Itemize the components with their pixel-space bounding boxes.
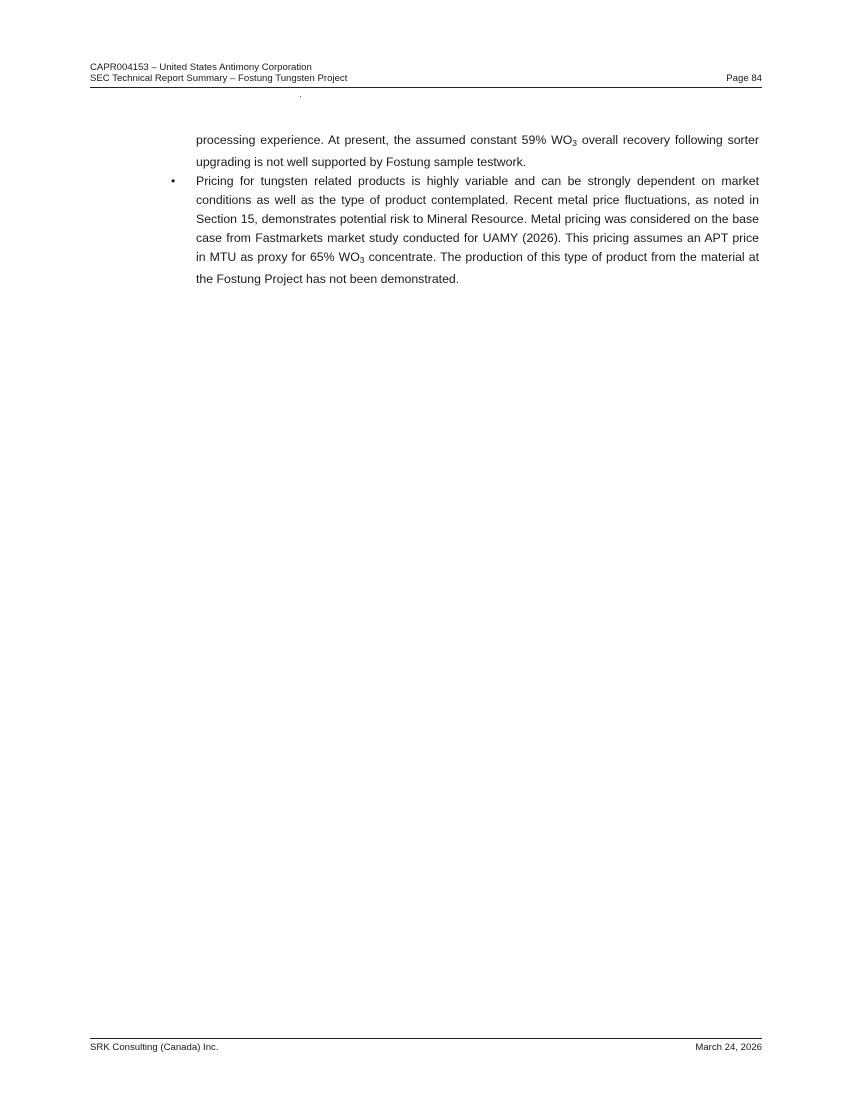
page-number: Page 84	[726, 73, 762, 84]
header-company-line: CAPR004153 – United States Antimony Corporation	[90, 62, 312, 73]
subscript-3: 3	[359, 255, 365, 265]
page-footer	[90, 1042, 762, 1054]
continued-paragraph-text-1: processing experience. At present, the assumed constant 59% WO	[196, 133, 573, 147]
subscript-3: 3	[572, 138, 578, 148]
page-header	[90, 62, 762, 84]
header-report-line	[90, 73, 762, 84]
document-body	[171, 131, 759, 289]
footer-divider	[90, 1038, 762, 1039]
bullet-icon: •	[171, 174, 176, 188]
footer-company: SRK Consulting (Canada) Inc.	[90, 1042, 219, 1053]
footer-date: March 24, 2026	[695, 1042, 762, 1053]
bullet-text-2: concentrate. The production of this type of product from the material at the Fostung Project has not been demonstrated.	[196, 250, 759, 286]
bullet-item-pricing	[171, 172, 759, 289]
stray-mark	[300, 96, 301, 97]
continued-paragraph-text-2: overall recovery following sorter upgrading is not well supported by Fostung sample testwork.	[196, 133, 759, 169]
header-report-title: SEC Technical Report Summary – Fostung Tungsten Project	[90, 73, 348, 84]
header-divider	[90, 87, 762, 88]
continued-paragraph	[196, 131, 759, 172]
bullet-text-1: Pricing for tungsten related products is highly variable and can be strongly dependent on market conditions as well as the type of product contemplated. Recent metal price fluctuations, as noted in Section 15, demonstrates potential risk to Mineral Resource. Metal pricing was considered on the base case from Fastmarkets market study conducted for UAMY (2026). This pricing assumes an APT price in MTU as proxy for 65% WO	[196, 174, 759, 264]
